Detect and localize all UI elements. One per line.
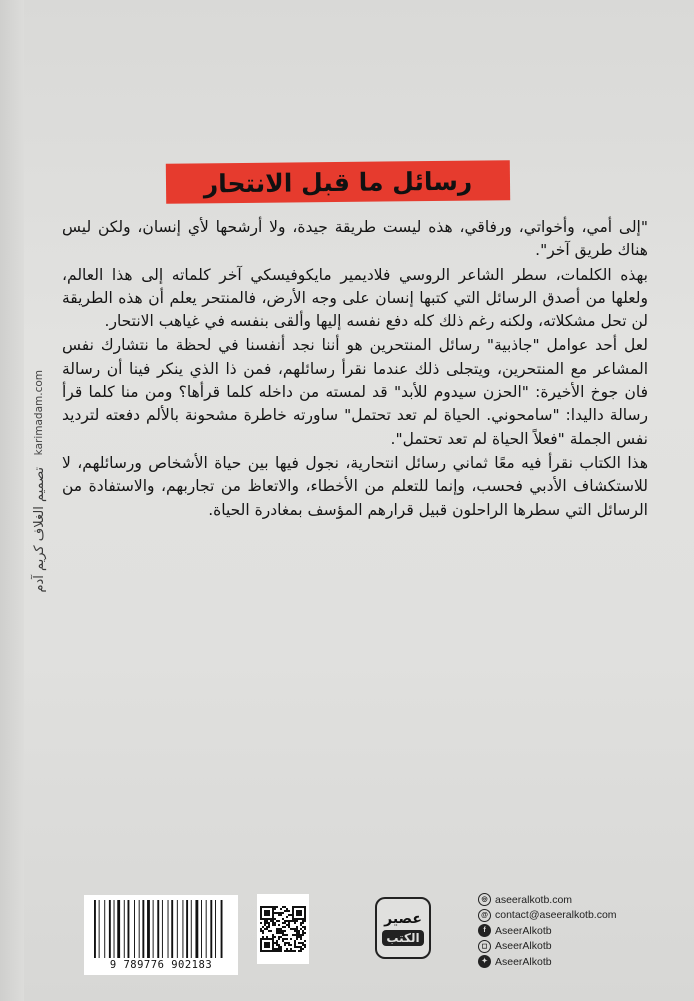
qr-module — [284, 938, 286, 940]
qr-module — [288, 944, 290, 946]
qr-module — [284, 944, 286, 946]
qr-module — [294, 950, 296, 952]
qr-module — [296, 920, 298, 922]
barcode-bar — [168, 900, 169, 958]
isbn-number: 9 789776 902183 — [109, 959, 213, 971]
barcode-bar — [114, 900, 115, 958]
barcode-bar — [153, 900, 154, 958]
qr-module — [260, 928, 262, 930]
qr-module — [282, 934, 284, 936]
qr-module — [268, 924, 270, 926]
qr-module — [266, 936, 268, 938]
qr-module — [282, 906, 284, 908]
qr-module — [268, 930, 270, 932]
qr-module — [290, 938, 292, 940]
email-icon: @ — [478, 909, 491, 922]
qr-module — [262, 926, 264, 928]
qr-module — [290, 914, 292, 916]
qr-module — [298, 934, 300, 936]
qr-module — [276, 932, 278, 934]
qr-module — [274, 918, 276, 920]
barcode-bar — [94, 900, 96, 958]
qr-module — [298, 942, 300, 944]
qr-module — [268, 926, 270, 928]
qr-module — [300, 924, 302, 926]
qr-module — [276, 944, 278, 946]
qr-module — [282, 912, 284, 914]
qr-module — [298, 932, 300, 934]
qr-module — [278, 950, 280, 952]
barcode-bar — [177, 900, 178, 958]
qr-module — [298, 946, 300, 948]
qr-module — [280, 948, 282, 950]
qr-module — [286, 934, 288, 936]
qr-module — [294, 934, 296, 936]
qr-module — [270, 930, 272, 932]
qr-module — [302, 934, 304, 936]
qr-module — [282, 926, 284, 928]
qr-module — [282, 938, 284, 940]
qr-module — [286, 908, 288, 910]
qr-module — [278, 914, 280, 916]
qr-module — [274, 942, 276, 944]
qr-module — [280, 946, 282, 948]
qr-module — [266, 922, 268, 924]
qr-module — [290, 920, 292, 922]
qr-module — [280, 932, 282, 934]
qr-module — [286, 938, 288, 940]
qr-module — [292, 920, 294, 922]
qr-module — [280, 928, 282, 930]
qr-module — [276, 940, 278, 942]
qr-module — [262, 936, 264, 938]
qr-module — [260, 922, 262, 924]
qr-module — [300, 938, 302, 940]
qr-module — [264, 928, 266, 930]
barcode-bar — [124, 900, 125, 958]
qr-module — [272, 936, 274, 938]
qr-module — [292, 934, 294, 936]
blurb-paragraph-4: هذا الكتاب نقرأ فيه معًا ثماني رسائل انتحارية، نجول فيها بين حياة الأشخاص ورسائلهم، لا للاستكشاف الأدبي فحسب، وإنما للتعلم من الأخطاء، والاتعاظ من تجاربهم، والاستفادة من الرسائل التي سطرها الراحلون قبيل قرارهم المؤسف بمغادرة الحياة. — [62, 453, 648, 519]
qr-module — [276, 942, 278, 944]
qr-module — [264, 942, 270, 948]
twitter-icon: ✦ — [478, 955, 491, 968]
qr-module — [304, 932, 306, 934]
contact-row-instagram — [478, 939, 678, 955]
twitter-handle: AseerAlkotb — [495, 955, 552, 968]
qr-module — [278, 932, 280, 934]
qr-module — [302, 932, 304, 934]
blurb — [62, 216, 648, 523]
publisher-logo-line1: عصير — [384, 910, 422, 927]
qr-module — [300, 922, 302, 924]
qr-module — [272, 920, 274, 922]
qr-module — [262, 932, 264, 934]
qr-module — [272, 924, 274, 926]
qr-module — [280, 908, 282, 910]
barcode-bar — [134, 900, 135, 958]
qr-module — [290, 950, 292, 952]
qr-module — [286, 920, 288, 922]
qr-module — [280, 936, 282, 938]
qr-module — [284, 926, 286, 928]
isbn-barcode — [84, 895, 238, 975]
qr-module — [294, 928, 296, 930]
qr-code-pattern — [260, 898, 306, 960]
qr-module — [274, 948, 276, 950]
barcode-bar — [128, 900, 130, 958]
qr-module — [284, 910, 286, 912]
qr-module — [288, 920, 290, 922]
barcode-bar — [221, 900, 223, 958]
qr-module — [276, 912, 278, 914]
qr-module — [280, 912, 282, 914]
qr-module — [274, 906, 276, 908]
barcode-bars — [91, 900, 231, 958]
qr-module — [288, 924, 290, 926]
barcode-bar — [99, 900, 100, 958]
qr-module — [274, 936, 276, 938]
qr-module — [274, 950, 276, 952]
designer-url: karimadam.com — [33, 370, 45, 456]
instagram-handle: AseerAlkotb — [495, 940, 552, 953]
qr-module — [294, 922, 296, 924]
barcode-bar — [104, 900, 105, 958]
qr-module — [294, 942, 296, 944]
qr-module — [286, 942, 288, 944]
qr-module — [304, 940, 306, 942]
qr-module — [286, 916, 288, 918]
qr-module — [296, 938, 298, 940]
barcode-bar — [182, 900, 183, 958]
qr-module — [298, 930, 300, 932]
qr-module — [300, 950, 302, 952]
barcode-bar — [201, 900, 202, 958]
qr-module — [268, 922, 270, 924]
qr-module — [288, 910, 290, 912]
qr-module — [274, 912, 276, 914]
qr-module — [284, 934, 286, 936]
blurb-paragraph-3: لعل أحد عوامل "جاذبية" رسائل المنتحرين هو أننا نجد أنفسنا في لحظة ما نتشارك نفس المشاعر مع المنتحرين، ويتجلى ذلك عندما نقرأ رسائلهم، فمن ذا الذي ينكر فينا أن رسالة فان جوخ الأخيرة: "الحزن سيدوم للأبد" قد لمسته من داخله كلما قرأها؟ ومن منا كلما قرأ رسالة داليدا: "سامحوني. الحياة لم تعد تحتمل" ساورته خاطرة مشحونة بالألم دفعته لترديد نفس الجملة "فعلاً الحياة لم تعد تحتمل". — [62, 336, 648, 448]
qr-module — [284, 950, 286, 952]
qr-module — [282, 940, 284, 942]
blurb-paragraph-2: بهذه الكلمات، سطر الشاعر الروسي فلاديمير مايكوفيسكي آخر كلماته إلى هذا العالم، ولعلها من أصدق الرسائل التي كتبها إنسان على وجه الأرض، فالمنتحر يعلم أن هذه الطريقة لن تحل مشكلاته، ولكنه رغم ذلك كله دفع نفسه إليها وألقى بنفسه في غياهب الانتحار. — [62, 265, 648, 331]
cover-designer-credit — [30, 370, 48, 680]
qr-module — [284, 920, 286, 922]
qr-module — [290, 948, 292, 950]
qr-module — [262, 930, 264, 932]
barcode-bar — [191, 900, 192, 958]
qr-module — [276, 950, 278, 952]
qr-module — [302, 942, 304, 944]
qr-module — [270, 920, 272, 922]
qr-module — [288, 914, 290, 916]
website-link: aseeralkotb.com — [495, 893, 573, 906]
qr-module — [276, 906, 278, 908]
barcode-bar — [109, 900, 111, 958]
barcode-bar — [139, 900, 140, 958]
qr-module — [294, 930, 296, 932]
qr-module — [278, 912, 280, 914]
qr-module — [288, 922, 290, 924]
qr-module — [300, 928, 302, 930]
qr-module — [304, 920, 306, 922]
qr-module — [300, 936, 302, 938]
qr-module — [304, 944, 306, 946]
qr-module — [276, 948, 278, 950]
qr-module — [264, 920, 266, 922]
qr-module — [302, 930, 304, 932]
qr-module — [288, 926, 290, 928]
qr-code — [257, 894, 309, 964]
facebook-handle: AseerAlkotb — [495, 924, 552, 937]
qr-module — [296, 946, 298, 948]
qr-module — [292, 928, 294, 930]
publisher-logo — [375, 897, 431, 959]
barcode-bar — [147, 900, 150, 958]
qr-module — [278, 930, 280, 932]
qr-module — [282, 922, 284, 924]
qr-module — [302, 922, 304, 924]
qr-module — [278, 944, 280, 946]
qr-module — [278, 936, 280, 938]
qr-module — [296, 926, 298, 928]
qr-module — [304, 926, 306, 928]
email-link: contact@aseeralkotb.com — [495, 909, 617, 922]
qr-module — [280, 930, 282, 932]
qr-module — [294, 920, 296, 922]
qr-module — [298, 936, 300, 938]
qr-module — [272, 934, 274, 936]
qr-module — [278, 920, 280, 922]
qr-module — [274, 924, 276, 926]
qr-module — [282, 930, 284, 932]
instagram-icon: ◻ — [478, 940, 491, 953]
qr-module — [298, 950, 300, 952]
qr-module — [284, 906, 286, 908]
qr-module — [286, 950, 288, 952]
qr-module — [284, 930, 286, 932]
qr-module — [280, 950, 282, 952]
barcode-bar — [117, 900, 120, 958]
qr-module — [304, 928, 306, 930]
qr-module — [290, 928, 292, 930]
qr-module — [260, 930, 262, 932]
qr-module — [278, 928, 280, 930]
qr-module — [282, 918, 284, 920]
qr-module — [296, 932, 298, 934]
qr-module — [300, 934, 302, 936]
qr-module — [296, 936, 298, 938]
qr-module — [274, 908, 276, 910]
qr-module — [302, 926, 304, 928]
barcode-bar — [206, 900, 207, 958]
qr-module — [284, 942, 286, 944]
qr-module — [296, 930, 298, 932]
qr-module — [286, 910, 288, 912]
qr-module — [266, 926, 268, 928]
qr-module — [290, 944, 292, 946]
qr-module — [302, 948, 304, 950]
qr-module — [288, 942, 290, 944]
qr-module — [272, 922, 274, 924]
qr-module — [286, 924, 288, 926]
qr-module — [274, 922, 276, 924]
contact-row-email — [478, 908, 678, 924]
title-banner — [166, 160, 510, 204]
qr-module — [288, 950, 290, 952]
qr-module — [294, 946, 296, 948]
publisher-contacts — [478, 892, 678, 970]
qr-module — [278, 946, 280, 948]
qr-module — [276, 930, 278, 932]
qr-module — [300, 946, 302, 948]
qr-module — [296, 934, 298, 936]
contact-row-twitter — [478, 954, 678, 970]
qr-module — [296, 928, 298, 930]
contact-row-website — [478, 892, 678, 908]
barcode-bar — [186, 900, 188, 958]
qr-module — [286, 948, 288, 950]
qr-module — [302, 920, 304, 922]
qr-module — [266, 928, 268, 930]
qr-module — [278, 924, 280, 926]
qr-module — [264, 910, 270, 916]
publisher-logo-line2: الكتب — [382, 930, 423, 946]
book-title: رسائل ما قبل الانتحار — [203, 166, 473, 198]
qr-module — [300, 942, 302, 944]
barcode-bar — [195, 900, 198, 958]
qr-module — [296, 910, 302, 916]
qr-module — [302, 944, 304, 946]
barcode-bar — [210, 900, 212, 958]
qr-module — [264, 924, 266, 926]
facebook-icon: f — [478, 924, 491, 937]
qr-module — [292, 950, 294, 952]
qr-module — [294, 940, 296, 942]
designer-credit-text: تصميم الغلاف كريم آدم — [31, 467, 47, 593]
barcode-bar — [157, 900, 159, 958]
qr-module — [294, 944, 296, 946]
qr-module — [278, 938, 280, 940]
qr-module — [282, 932, 284, 934]
qr-module — [304, 946, 306, 948]
qr-module — [300, 948, 302, 950]
barcode-bar — [162, 900, 163, 958]
qr-module — [276, 928, 278, 930]
qr-module — [276, 920, 278, 922]
barcode-bar — [215, 900, 216, 958]
contact-row-facebook — [478, 923, 678, 939]
globe-icon: ◎ — [478, 893, 491, 906]
barcode-bar — [142, 900, 144, 958]
qr-module — [266, 920, 268, 922]
qr-module — [284, 922, 286, 924]
qr-module — [278, 948, 280, 950]
qr-module — [280, 914, 282, 916]
barcode-bar — [171, 900, 173, 958]
blurb-paragraph-1: "إلى أمي، وأخواتي، ورفاقي، هذه ليست طريقة جيدة، ولا أرشحها لأي إنسان، ولكن ليس هناك طريق آخر". — [62, 218, 648, 260]
qr-module — [264, 922, 266, 924]
